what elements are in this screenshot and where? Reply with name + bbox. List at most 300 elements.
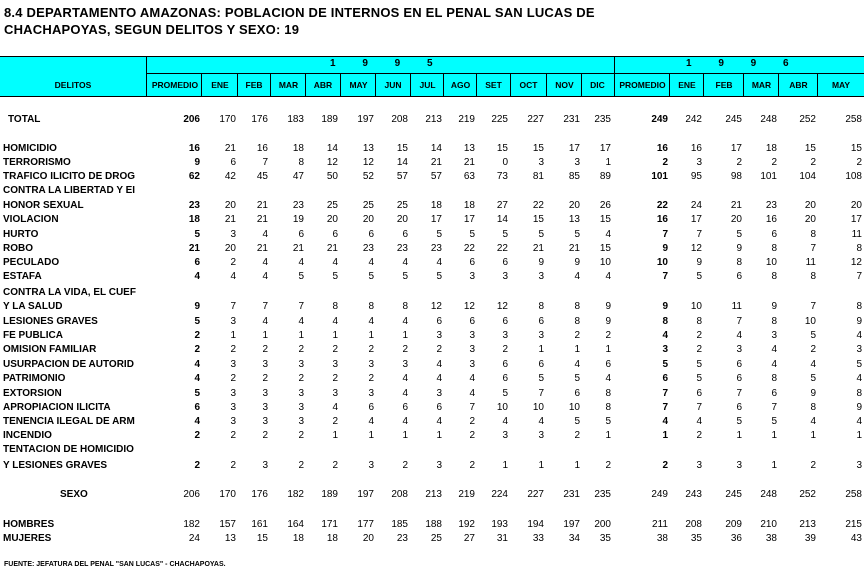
table-cell: 194 (527, 519, 544, 530)
table-cell: 3 (230, 359, 236, 370)
column-header-1995-ene: ENE (211, 80, 229, 90)
table-cell: 3 (230, 416, 236, 427)
header-cell-divider (778, 74, 779, 96)
table-cell: 12 (496, 301, 508, 312)
table-cell: 6 (368, 229, 374, 240)
table-cell: 2 (332, 460, 338, 471)
table-cell: 5 (298, 271, 304, 282)
row-label: EXTORSION (3, 388, 62, 399)
table-cell: 2 (810, 344, 816, 355)
table-cell: 21 (326, 243, 338, 254)
table-cell: 245 (725, 114, 742, 125)
table-cell: 7 (696, 229, 702, 240)
table-cell: 15 (496, 143, 508, 154)
table-cell: 9 (574, 257, 580, 268)
table-cell: 5 (332, 271, 338, 282)
table-cell: 2 (230, 430, 236, 441)
table-cell: 18 (326, 533, 338, 544)
table-cell: 3 (469, 344, 475, 355)
header-cell-divider (237, 74, 238, 96)
table-cell: 6 (368, 402, 374, 413)
table-cell: 1 (605, 430, 611, 441)
table-cell: 200 (594, 519, 611, 530)
table-cell: 2 (298, 430, 304, 441)
table-cell: 1 (856, 430, 862, 441)
table-cell: 9 (696, 257, 702, 268)
table-cell: 18 (463, 200, 475, 211)
table-cell: 3 (538, 330, 544, 341)
table-cell: 18 (430, 200, 442, 211)
table-cell: 9 (194, 157, 200, 168)
row-label: Y LESIONES GRAVES (3, 460, 108, 471)
table-cell: 5 (436, 229, 442, 240)
table-cell: 3 (230, 402, 236, 413)
table-cell: 23 (292, 200, 304, 211)
table-row (0, 114, 864, 128)
table-cell: 4 (298, 257, 304, 268)
table-row (0, 359, 864, 373)
table-row (0, 287, 864, 301)
table-cell: 3 (469, 271, 475, 282)
table-cell: 62 (188, 171, 200, 182)
table-cell: 252 (799, 114, 816, 125)
column-header-1995-feb: FEB (245, 80, 263, 90)
table-cell: 43 (850, 533, 862, 544)
table-cell: 206 (183, 114, 200, 125)
table-cell: 2 (230, 460, 236, 471)
table-cell: 4 (662, 416, 668, 427)
table-cell: 21 (430, 157, 442, 168)
table-cell: 4 (194, 373, 200, 384)
table-cell: 1 (574, 460, 580, 471)
column-header-1995-dic: DIC (590, 80, 605, 90)
table-cell: 3 (696, 157, 702, 168)
table-cell: 3 (538, 430, 544, 441)
table-cell: 14 (496, 214, 508, 225)
table-cell: 5 (810, 330, 816, 341)
table-cell: 3 (538, 157, 544, 168)
table-cell: 6 (469, 257, 475, 268)
header-cell-divider (669, 74, 670, 96)
table-cell: 2 (662, 460, 668, 471)
table-cell: 1 (662, 430, 668, 441)
table-cell: 2 (469, 416, 475, 427)
table-cell: 21 (224, 214, 236, 225)
table-row (0, 171, 864, 185)
table-cell: 227 (527, 114, 544, 125)
table-cell: 2 (298, 460, 304, 471)
column-header-1995-jul: JUL (419, 80, 436, 90)
table-cell: 2 (810, 460, 816, 471)
table-cell: 3 (436, 330, 442, 341)
table-row (0, 489, 864, 503)
column-header-1995-promedio: PROMEDIO (151, 80, 199, 90)
table-cell: 108 (845, 171, 862, 182)
table-cell: 16 (690, 143, 702, 154)
table-cell: 5 (696, 271, 702, 282)
table-cell: 209 (725, 519, 742, 530)
table-cell: 5 (502, 388, 508, 399)
table-cell: 57 (396, 171, 408, 182)
table-cell: 1 (402, 430, 408, 441)
table-cell: 16 (656, 143, 668, 154)
table-cell: 8 (736, 257, 742, 268)
column-header-1996-promedio: PROMEDIO (619, 80, 666, 90)
table-cell: 2 (262, 430, 268, 441)
table-cell: 2 (230, 373, 236, 384)
table-cell: 20 (568, 200, 580, 211)
table-cell: 21 (532, 243, 544, 254)
row-label: PECULADO (3, 257, 60, 268)
table-cell: 17 (850, 214, 862, 225)
table-cell: 23 (396, 533, 408, 544)
row-label: SEXO (60, 489, 88, 500)
table-cell: 5 (502, 229, 508, 240)
table-cell: 17 (568, 143, 580, 154)
table-cell: 15 (532, 143, 544, 154)
table-cell: 23 (430, 243, 442, 254)
column-header-1995-set: SET (485, 80, 502, 90)
table-cell: 4 (402, 416, 408, 427)
table-cell: 7 (662, 271, 668, 282)
table-cell: 5 (662, 359, 668, 370)
table-cell: 1 (810, 430, 816, 441)
table-cell: 4 (469, 373, 475, 384)
column-header-1995-abr: ABR (313, 80, 333, 90)
header-cell-divider (476, 74, 477, 96)
row-label: TOTAL (8, 114, 41, 125)
table-cell: 4 (194, 359, 200, 370)
table-row (0, 143, 864, 157)
column-header-1996-mar: MAR (751, 80, 772, 90)
table-cell: 3 (262, 402, 268, 413)
table-cell: 2 (402, 460, 408, 471)
table-cell: 10 (804, 316, 816, 327)
table-cell: 20 (224, 200, 236, 211)
table-cell: 20 (804, 214, 816, 225)
table-cell: 5 (856, 359, 862, 370)
table-cell: 12 (430, 301, 442, 312)
table-cell: 4 (856, 373, 862, 384)
table-cell: 1 (436, 430, 442, 441)
column-header-1995-may: MAY (349, 80, 368, 90)
table-row (0, 388, 864, 402)
table-cell: 4 (298, 316, 304, 327)
column-header-1996-abr: ABR (789, 80, 808, 90)
table-cell: 2 (502, 344, 508, 355)
table-cell: 47 (292, 171, 304, 182)
table-cell: 3 (298, 359, 304, 370)
table-row (0, 200, 864, 214)
table-cell: 16 (656, 214, 668, 225)
table-cell: 85 (568, 171, 580, 182)
header-cell-divider (340, 74, 341, 96)
table-cell: 10 (690, 301, 702, 312)
table-cell: 189 (321, 489, 338, 500)
table-row (0, 344, 864, 358)
header-cell-divider (443, 74, 444, 96)
table-cell: 23 (362, 243, 374, 254)
table-cell: 42 (224, 171, 236, 182)
row-label: TENTACION DE HOMICIDIO (3, 444, 134, 455)
table-cell: 8 (810, 271, 816, 282)
table-cell: 2 (856, 157, 862, 168)
table-cell: 1 (262, 330, 268, 341)
table-cell: 4 (662, 330, 668, 341)
table-cell: 27 (496, 200, 508, 211)
row-label: HURTO (3, 229, 39, 240)
table-cell: 7 (810, 301, 816, 312)
table-cell: 15 (804, 143, 816, 154)
table-cell: 7 (469, 402, 475, 413)
table-cell: 231 (563, 489, 580, 500)
table-cell: 1 (538, 344, 544, 355)
table-row (0, 430, 864, 444)
table-cell: 8 (574, 316, 580, 327)
table-cell: 6 (662, 373, 668, 384)
table-cell: 21 (568, 243, 580, 254)
table-row (0, 533, 864, 547)
table-cell: 8 (605, 402, 611, 413)
table-cell: 3 (436, 460, 442, 471)
table-cell: 4 (368, 316, 374, 327)
table-cell: 6 (194, 257, 200, 268)
table-cell: 22 (496, 243, 508, 254)
table-cell: 8 (574, 301, 580, 312)
table-cell: 6 (538, 359, 544, 370)
table-cell: 2 (194, 430, 200, 441)
table-cell: 8 (771, 316, 777, 327)
table-cell: 197 (357, 114, 374, 125)
table-cell: 4 (332, 402, 338, 413)
table-row (0, 229, 864, 243)
table-cell: 7 (662, 402, 668, 413)
table-cell: 197 (357, 489, 374, 500)
table-cell: 33 (532, 533, 544, 544)
table-cell: 3 (538, 271, 544, 282)
table-cell: 193 (491, 519, 508, 530)
table-cell: 2 (469, 430, 475, 441)
table-cell: 170 (219, 114, 236, 125)
table-cell: 4 (574, 359, 580, 370)
table-cell: 18 (188, 214, 200, 225)
source-footnote: FUENTE: JEFATURA DEL PENAL "SAN LUCAS" - CHACHAPOYAS. (4, 561, 226, 568)
table-cell: 9 (736, 243, 742, 254)
table-cell: 2 (605, 330, 611, 341)
year-divider (614, 56, 615, 96)
row-label: HOMBRES (3, 519, 55, 530)
table-cell: 20 (730, 214, 742, 225)
table-row (0, 243, 864, 257)
table-cell: 20 (326, 214, 338, 225)
table-cell: 3 (574, 157, 580, 168)
table-cell: 5 (574, 229, 580, 240)
table-cell: 1 (605, 344, 611, 355)
table-cell: 211 (652, 519, 668, 530)
table-cell: 21 (256, 214, 268, 225)
table-cell: 22 (532, 200, 544, 211)
row-label: TERRORISMO (3, 157, 71, 168)
header-cell-divider (305, 74, 306, 96)
table-cell: 210 (760, 519, 777, 530)
table-cell: 2 (262, 373, 268, 384)
table-cell: 4 (262, 316, 268, 327)
table-cell: 9 (856, 316, 862, 327)
header-cell-divider (201, 74, 202, 96)
table-cell: 3 (856, 460, 862, 471)
table-cell: 5 (538, 229, 544, 240)
table-cell: 2 (332, 416, 338, 427)
table-row (0, 257, 864, 271)
table-cell: 208 (391, 114, 408, 125)
table-cell: 8 (810, 229, 816, 240)
table-cell: 5 (368, 271, 374, 282)
table-cell: 10 (599, 257, 611, 268)
table-cell: 17 (430, 214, 442, 225)
table-cell: 1 (771, 460, 777, 471)
table-cell: 2 (662, 157, 668, 168)
table-cell: 1 (538, 460, 544, 471)
table-title-line-1: 8.4 DEPARTAMENTO AMAZONAS: POBLACION DE INTERNOS EN EL PENAL SAN LUCAS DE (4, 5, 595, 20)
table-cell: 6 (771, 388, 777, 399)
table-cell: 1 (502, 460, 508, 471)
table-cell: 208 (685, 519, 702, 530)
table-cell: 12 (326, 157, 338, 168)
table-cell: 4 (332, 316, 338, 327)
table-cell: 21 (224, 143, 236, 154)
table-cell: 3 (262, 460, 268, 471)
table-cell: 9 (771, 301, 777, 312)
table-cell: 24 (690, 200, 702, 211)
table-cell: 235 (594, 114, 611, 125)
table-cell: 11 (805, 257, 816, 268)
table-cell: 16 (188, 143, 200, 154)
table-cell: 7 (230, 301, 236, 312)
table-cell: 7 (662, 229, 668, 240)
table-cell: 5 (194, 229, 200, 240)
table-cell: 2 (810, 157, 816, 168)
table-cell: 177 (357, 519, 374, 530)
table-cell: 1 (771, 430, 777, 441)
table-cell: 5 (194, 388, 200, 399)
table-cell: 38 (656, 533, 668, 544)
table-cell: 8 (368, 301, 374, 312)
table-cell: 2 (194, 330, 200, 341)
column-header-1996-feb: FEB (715, 80, 733, 90)
table-cell: 18 (765, 143, 777, 154)
table-cell: 242 (685, 114, 702, 125)
table-cell: 57 (430, 171, 442, 182)
table-cell: 5 (538, 373, 544, 384)
table-cell: 3 (262, 388, 268, 399)
table-cell: 4 (436, 416, 442, 427)
table-cell: 25 (326, 200, 338, 211)
table-cell: 21 (730, 200, 742, 211)
table-cell: 10 (656, 257, 668, 268)
table-cell: 5 (771, 416, 777, 427)
table-cell: 21 (292, 243, 304, 254)
table-cell: 225 (491, 114, 508, 125)
table-cell: 2 (368, 373, 374, 384)
table-cell: 4 (696, 416, 702, 427)
table-cell: 3 (736, 460, 742, 471)
table-cell: 2 (332, 373, 338, 384)
table-cell: 5 (696, 373, 702, 384)
table-cell: 164 (287, 519, 304, 530)
table-cell: 35 (599, 533, 611, 544)
table-cell: 7 (538, 388, 544, 399)
table-cell: 157 (219, 519, 236, 530)
row-label: APROPIACION ILICITA (3, 402, 111, 413)
table-cell: 3 (502, 330, 508, 341)
table-cell: 15 (532, 214, 544, 225)
table-cell: 21 (256, 200, 268, 211)
table-cell: 17 (690, 214, 702, 225)
table-cell: 2 (230, 344, 236, 355)
table-cell: 4 (810, 416, 816, 427)
table-cell: 8 (298, 157, 304, 168)
table-row (0, 402, 864, 416)
table-cell: 45 (256, 171, 268, 182)
year-1995-header: 1 9 9 5 (330, 58, 445, 69)
table-cell: 38 (765, 533, 777, 544)
table-cell: 21 (188, 243, 200, 254)
table-cell: 21 (256, 243, 268, 254)
table-cell: 6 (771, 229, 777, 240)
table-cell: 6 (736, 271, 742, 282)
table-cell: 31 (496, 533, 508, 544)
table-cell: 20 (850, 200, 862, 211)
table-cell: 12 (362, 157, 374, 168)
table-cell: 15 (599, 243, 611, 254)
table-cell: 2 (574, 430, 580, 441)
table-cell: 213 (425, 114, 442, 125)
table-cell: 4 (262, 271, 268, 282)
table-title-line-2: CHACHAPOYAS, SEGUN DELITOS Y SEXO: 19 (4, 22, 300, 37)
table-cell: 5 (574, 416, 580, 427)
table-cell: 13 (568, 214, 580, 225)
table-cell: 18 (292, 143, 304, 154)
table-cell: 176 (251, 489, 268, 500)
header-mid-rule (146, 73, 864, 74)
table-cell: 20 (362, 214, 374, 225)
row-label: TRAFICO ILICITO DE DROG (3, 171, 136, 182)
table-cell: 3 (502, 430, 508, 441)
table-cell: 208 (391, 489, 408, 500)
table-cell: 206 (183, 489, 200, 500)
row-label: FE PUBLICA (3, 330, 63, 341)
table-cell: 23 (188, 200, 200, 211)
table-cell: 2 (696, 330, 702, 341)
table-cell: 101 (760, 171, 777, 182)
table-cell: 98 (730, 171, 742, 182)
table-cell: 7 (736, 316, 742, 327)
table-cell: 3 (332, 388, 338, 399)
table-cell: 3 (436, 388, 442, 399)
table-cell: 95 (690, 171, 702, 182)
table-cell: 231 (563, 114, 580, 125)
table-cell: 3 (856, 344, 862, 355)
table-row (0, 185, 864, 199)
table-cell: 7 (262, 157, 268, 168)
header-top-rule (0, 56, 864, 57)
table-cell: 5 (605, 416, 611, 427)
row-label: HONOR SEXUAL (3, 200, 84, 211)
table-cell: 25 (430, 533, 442, 544)
table-cell: 170 (219, 489, 236, 500)
table-cell: 1 (230, 330, 236, 341)
table-cell: 8 (856, 301, 862, 312)
